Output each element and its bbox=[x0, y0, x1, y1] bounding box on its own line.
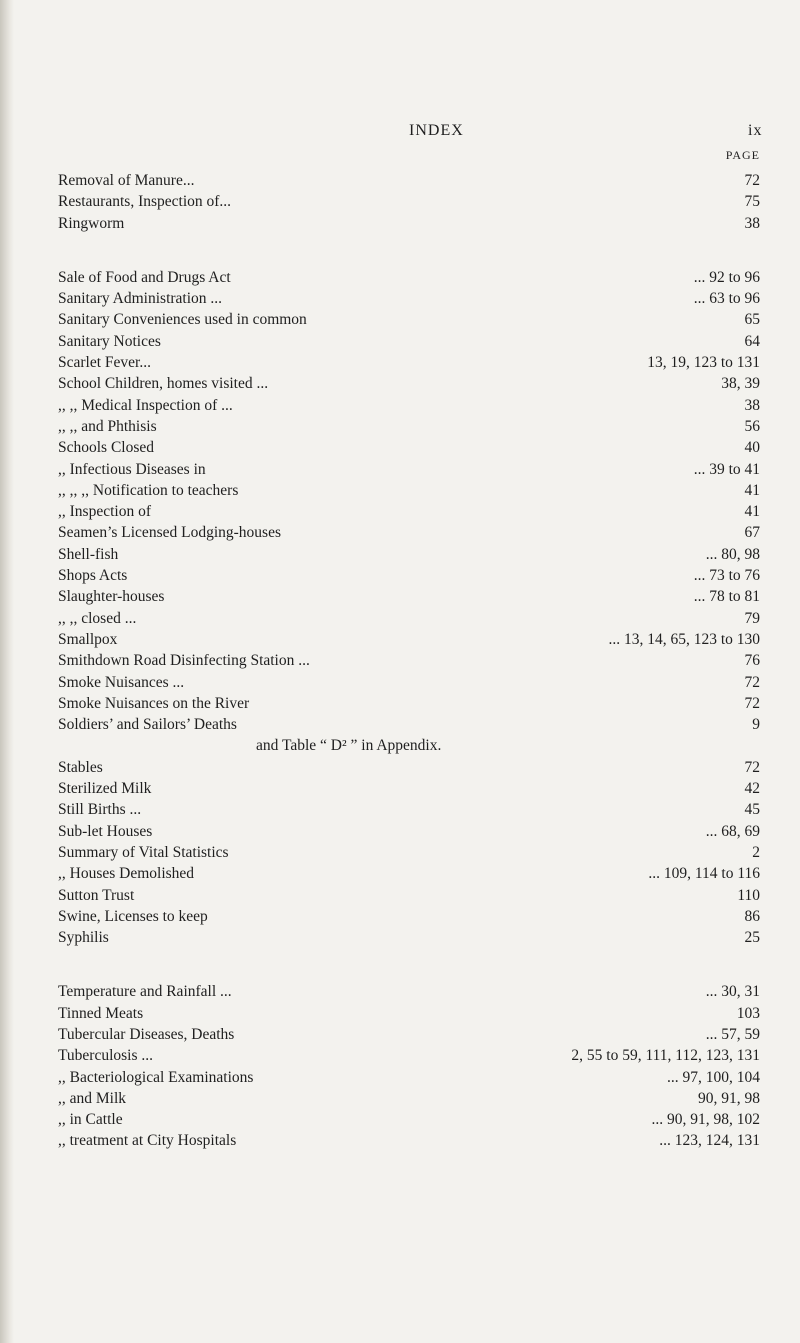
entry-term: Sanitary Notices bbox=[58, 332, 161, 350]
entry-pages: ... 63 to 96 bbox=[692, 288, 760, 309]
entry-term: Shell-fish bbox=[58, 545, 119, 563]
entry-pages: ... 80, 98 bbox=[704, 544, 760, 565]
entry-pages: ... 57, 59 bbox=[704, 1024, 760, 1045]
entry-term: ,, and Milk bbox=[58, 1089, 127, 1107]
index-entry bbox=[58, 586, 768, 607]
index-entry bbox=[58, 288, 768, 309]
index-entries bbox=[58, 170, 768, 1152]
entry-term: Summary of Vital Statistics bbox=[58, 843, 229, 861]
entry-pages: ... 39 to 41 bbox=[692, 459, 760, 480]
appendix-note-row bbox=[58, 735, 768, 756]
index-entry bbox=[58, 501, 768, 522]
index-entry bbox=[58, 1067, 768, 1088]
entry-term: Schools Closed bbox=[58, 439, 155, 457]
index-entry bbox=[58, 885, 768, 906]
page-column-label: PAGE bbox=[725, 148, 760, 162]
entry-pages: 41 bbox=[743, 480, 761, 501]
entry-term: ,, ,, Medical Inspection of ... bbox=[58, 396, 233, 414]
running-head bbox=[0, 122, 800, 144]
entry-pages: 67 bbox=[743, 522, 761, 543]
entry-term: Syphilis bbox=[58, 929, 109, 947]
entry-pages: 103 bbox=[735, 1003, 760, 1024]
index-entry bbox=[58, 416, 768, 437]
entry-term: ,, Infectious Diseases in bbox=[58, 460, 206, 478]
index-entry bbox=[58, 373, 768, 394]
entry-pages: 13, 19, 123 to 131 bbox=[645, 352, 760, 373]
entry-term: ,, Inspection of bbox=[58, 503, 151, 521]
entry-term: Sutton Trust bbox=[58, 886, 135, 904]
index-entry bbox=[58, 842, 768, 863]
index-entry bbox=[58, 778, 768, 799]
entry-term: Seamen’s Licensed Lodging-houses bbox=[58, 524, 281, 542]
index-entry bbox=[58, 459, 768, 480]
entry-term: ,, Houses Demolished bbox=[58, 865, 195, 883]
index-entry bbox=[58, 191, 768, 212]
entry-term: Slaughter-houses bbox=[58, 588, 165, 606]
entry-pages: 25 bbox=[743, 927, 761, 948]
entry-pages: 2 bbox=[750, 842, 760, 863]
entry-pages: 42 bbox=[743, 778, 761, 799]
index-entry bbox=[58, 522, 768, 543]
entry-term: Removal of Manure... bbox=[58, 172, 195, 189]
entry-term: ,, ,, closed ... bbox=[58, 609, 137, 627]
entry-term: Still Births ... bbox=[58, 801, 142, 819]
index-entry bbox=[58, 672, 768, 693]
entry-pages: ... 97, 100, 104 bbox=[665, 1067, 760, 1088]
entry-term: School Children, homes visited ... bbox=[58, 375, 269, 393]
index-entry bbox=[58, 544, 768, 565]
index-entry bbox=[58, 565, 768, 586]
index-entry bbox=[58, 821, 768, 842]
entry-pages: 45 bbox=[743, 799, 761, 820]
entry-pages: 72 bbox=[743, 693, 761, 714]
page-number: ix bbox=[748, 122, 763, 139]
entry-term: Tinned Meats bbox=[58, 1004, 144, 1022]
entry-pages: ... 123, 124, 131 bbox=[657, 1130, 760, 1151]
index-entry bbox=[58, 331, 768, 352]
entry-pages: 38 bbox=[743, 395, 761, 416]
index-entry bbox=[58, 309, 768, 330]
appendix-note: and Table “ D² ” in Appendix. bbox=[256, 737, 442, 755]
index-entry bbox=[58, 981, 768, 1002]
index-entry bbox=[58, 437, 768, 458]
index-entry bbox=[58, 480, 768, 501]
entry-term: ,, ,, and Phthisis bbox=[58, 417, 157, 435]
index-entry bbox=[58, 757, 768, 778]
page-binding-edge bbox=[0, 0, 14, 1343]
entry-term: Sale of Food and Drugs Act bbox=[58, 268, 231, 286]
index-entry bbox=[58, 799, 768, 820]
group-gap bbox=[58, 234, 768, 267]
index-entry bbox=[58, 352, 768, 373]
entry-pages: 72 bbox=[743, 672, 761, 693]
entry-term: Tuberculosis ... bbox=[58, 1047, 154, 1065]
index-entry bbox=[58, 650, 768, 671]
entry-term: Sub-let Houses bbox=[58, 822, 153, 840]
entry-pages: ... 13, 14, 65, 123 to 130 bbox=[606, 629, 760, 650]
entry-pages: 76 bbox=[743, 650, 761, 671]
entry-pages: ... 73 to 76 bbox=[692, 565, 760, 586]
index-entry bbox=[58, 927, 768, 948]
entry-term: Ringworm bbox=[58, 214, 125, 232]
entry-term: Stables bbox=[58, 758, 103, 776]
index-entry bbox=[58, 213, 768, 234]
index-entry bbox=[58, 170, 768, 191]
entry-term: Temperature and Rainfall ... bbox=[58, 983, 232, 1001]
index-entry bbox=[58, 1045, 768, 1066]
entry-pages: 2, 55 to 59, 111, 112, 123, 131 bbox=[569, 1045, 760, 1066]
entry-pages: 41 bbox=[743, 501, 761, 522]
entry-pages: 38 bbox=[743, 213, 761, 234]
entry-term: Shops Acts bbox=[58, 567, 128, 585]
entry-pages: 40 bbox=[743, 437, 761, 458]
entry-pages: 72 bbox=[743, 757, 761, 778]
entry-pages: 38, 39 bbox=[719, 373, 760, 394]
entry-pages: 86 bbox=[743, 906, 761, 927]
entry-term: ,, treatment at City Hospitals bbox=[58, 1132, 237, 1150]
index-entry bbox=[58, 1003, 768, 1024]
index-entry bbox=[58, 395, 768, 416]
entry-term: Smithdown Road Disinfecting Station ... bbox=[58, 652, 310, 670]
entry-pages: 90, 91, 98 bbox=[696, 1088, 760, 1109]
index-entry bbox=[58, 608, 768, 629]
entry-term: Smoke Nuisances ... bbox=[58, 673, 185, 691]
entry-term: ,, ,, ,, Notification to teachers bbox=[58, 481, 239, 499]
entry-pages: 64 bbox=[743, 331, 761, 352]
entry-pages: 79 bbox=[743, 608, 761, 629]
index-entry bbox=[58, 906, 768, 927]
entry-pages: ... 30, 31 bbox=[704, 981, 760, 1002]
entry-term: Swine, Licenses to keep bbox=[58, 907, 208, 925]
entry-pages: 75 bbox=[743, 191, 761, 212]
entry-term: Sterilized Milk bbox=[58, 780, 152, 798]
entry-pages: 9 bbox=[750, 714, 760, 735]
entry-pages: 72 bbox=[743, 170, 761, 191]
entry-term: Scarlet Fever... bbox=[58, 354, 151, 372]
entry-term: Soldiers’ and Sailors’ Deaths bbox=[58, 716, 237, 734]
index-entry bbox=[58, 693, 768, 714]
index-entry bbox=[58, 267, 768, 288]
entry-pages: ... 68, 69 bbox=[704, 821, 760, 842]
entry-term: ,, Bacteriological Examinations bbox=[58, 1068, 254, 1086]
entry-pages: ... 109, 114 to 116 bbox=[646, 863, 760, 884]
entry-pages: ... 92 to 96 bbox=[692, 267, 760, 288]
index-entry bbox=[58, 714, 768, 735]
index-entry bbox=[58, 1130, 768, 1151]
entry-term: Sanitary Administration ... bbox=[58, 290, 223, 308]
entry-term: Restaurants, Inspection of... bbox=[58, 193, 232, 211]
entry-pages: ... 78 to 81 bbox=[692, 586, 760, 607]
entry-term: Smallpox bbox=[58, 630, 118, 648]
index-entry bbox=[58, 1024, 768, 1045]
entry-term: ,, in Cattle bbox=[58, 1111, 123, 1129]
index-entry bbox=[58, 629, 768, 650]
entry-pages: 110 bbox=[735, 885, 760, 906]
index-entry bbox=[58, 1088, 768, 1109]
entry-term: Smoke Nuisances on the River bbox=[58, 694, 250, 712]
index-entry bbox=[58, 863, 768, 884]
entry-term: Sanitary Conveniences used in common bbox=[58, 311, 307, 329]
page-title: INDEX bbox=[409, 122, 464, 139]
index-entry bbox=[58, 1109, 768, 1130]
group-gap bbox=[58, 948, 768, 981]
entry-term: Tubercular Diseases, Deaths bbox=[58, 1025, 235, 1043]
entry-pages: ... 90, 91, 98, 102 bbox=[650, 1109, 761, 1130]
entry-pages: 65 bbox=[743, 309, 761, 330]
entry-pages: 56 bbox=[743, 416, 761, 437]
